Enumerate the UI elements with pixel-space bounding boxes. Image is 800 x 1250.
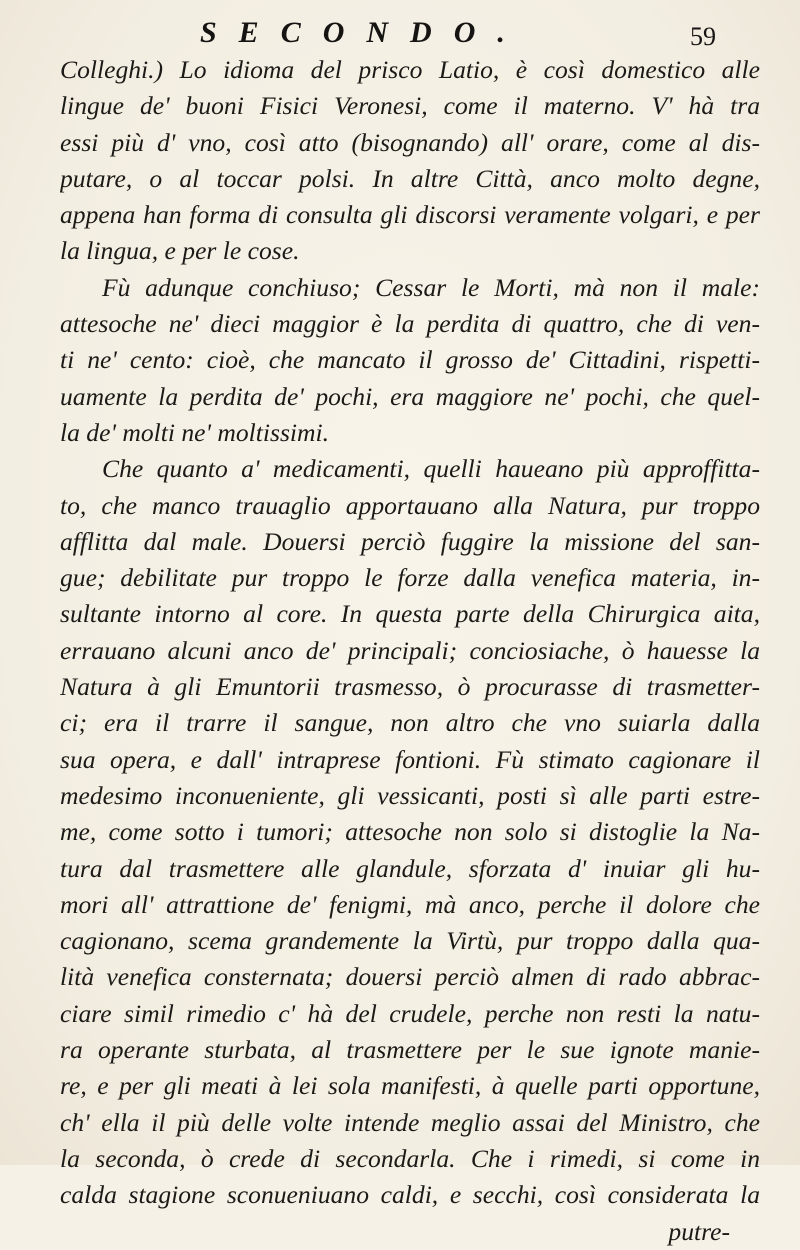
text-line: putare, o al toccar polsi. In altre Città, anco molto degne, bbox=[60, 163, 760, 193]
text-line: sua opera, e dall' intraprese fontioni. Fù stimato cagionare il bbox=[60, 744, 760, 774]
text-line: la de' molti ne' moltissimi. bbox=[60, 417, 330, 447]
text-line: ciare simil rimedio c' hà del crudele, perche non resti la natu- bbox=[60, 998, 760, 1028]
text-line: la seconda, ò crede di secondarla. Che i rimedi, si come in bbox=[60, 1143, 760, 1173]
text-line: ci; era il trarre il sangue, non altro che vno suiarla dalla bbox=[60, 708, 760, 738]
page-number: 59 bbox=[690, 22, 716, 51]
text-line: Colleghi.) Lo idioma del prisco Latio, è così domestico alle bbox=[60, 55, 760, 84]
text-line: sultante intorno al core. In questa parte della Chirurgica aita, bbox=[60, 599, 760, 629]
text-line: errauano alcuni anco de' principali; conciosiache, ò hauesse la bbox=[60, 635, 760, 665]
text-line: calda stagione sconueniuano caldi, e secchi, così considerata la bbox=[60, 1180, 760, 1210]
text-line: tura dal trasmettere alle glandule, sforzata d' inuiar gli hu- bbox=[60, 853, 760, 883]
text-line: gue; debilitate pur troppo le forze dalla venefica materia, in- bbox=[60, 563, 760, 593]
page-header bbox=[0, 14, 800, 54]
text-line: Fù adunque conchiuso; Cessar le Morti, mà non il male: bbox=[102, 272, 760, 302]
text-line: Natura à gli Emuntorii trasmesso, ò procurasse di trasmetter- bbox=[60, 672, 760, 702]
catchword: putre- bbox=[668, 1216, 730, 1246]
text-line: uamente la perdita de' pochi, era maggiore ne' pochi, che quel- bbox=[60, 381, 760, 411]
text-line: ch' ella il più delle volte intende meglio assai del Ministro, che bbox=[60, 1107, 760, 1137]
text-line: la lingua, e per le cose. bbox=[60, 236, 300, 266]
text-line: me, come sotto i tumori; attesoche non solo si distoglie la Na- bbox=[60, 817, 760, 847]
text-body bbox=[60, 52, 760, 1250]
text-line: re, e per gli meati à lei sola manifesti, à quelle parti opportune, bbox=[60, 1071, 760, 1101]
text-line: lità venefica consternata; douersi perciò almen di rado abbrac- bbox=[60, 962, 760, 992]
text-line: lingue de' buoni Fisici Veronesi, come il materno. V' hà tra bbox=[60, 91, 760, 121]
text-line: essi più d' vno, così atto (bisognando) all' orare, come al dis- bbox=[60, 127, 760, 157]
text-line: afflitta dal male. Douersi perciò fuggire la missione del san- bbox=[60, 526, 760, 556]
text-line: attesoche ne' dieci maggior è la perdita di quattro, che di ven- bbox=[60, 309, 760, 339]
text-line: medesimo inconueniente, gli vessicanti, posti sì alle parti estre- bbox=[60, 780, 760, 810]
text-line: appena han forma di consulta gli discorsi veramente volgari, e per bbox=[60, 200, 760, 230]
text-line: to, che manco trauaglio apportauano alla Natura, pur troppo bbox=[60, 490, 760, 520]
text-line: Che quanto a' medicamenti, quelli haueano più approffitta- bbox=[102, 454, 760, 484]
text-line: mori all' attrattione de' fenigmi, mà anco, perche il dolore che bbox=[60, 889, 760, 919]
running-head: SECONDO. bbox=[200, 16, 527, 49]
text-line: ra operante sturbata, al trasmettere per le sue ignote manie- bbox=[60, 1035, 760, 1065]
text-line: cagionano, scema grandemente la Virtù, pur troppo dalla qua- bbox=[60, 926, 760, 956]
text-line: ti ne' cento: cioè, che mancato il grosso de' Cittadini, rispetti- bbox=[60, 345, 760, 375]
